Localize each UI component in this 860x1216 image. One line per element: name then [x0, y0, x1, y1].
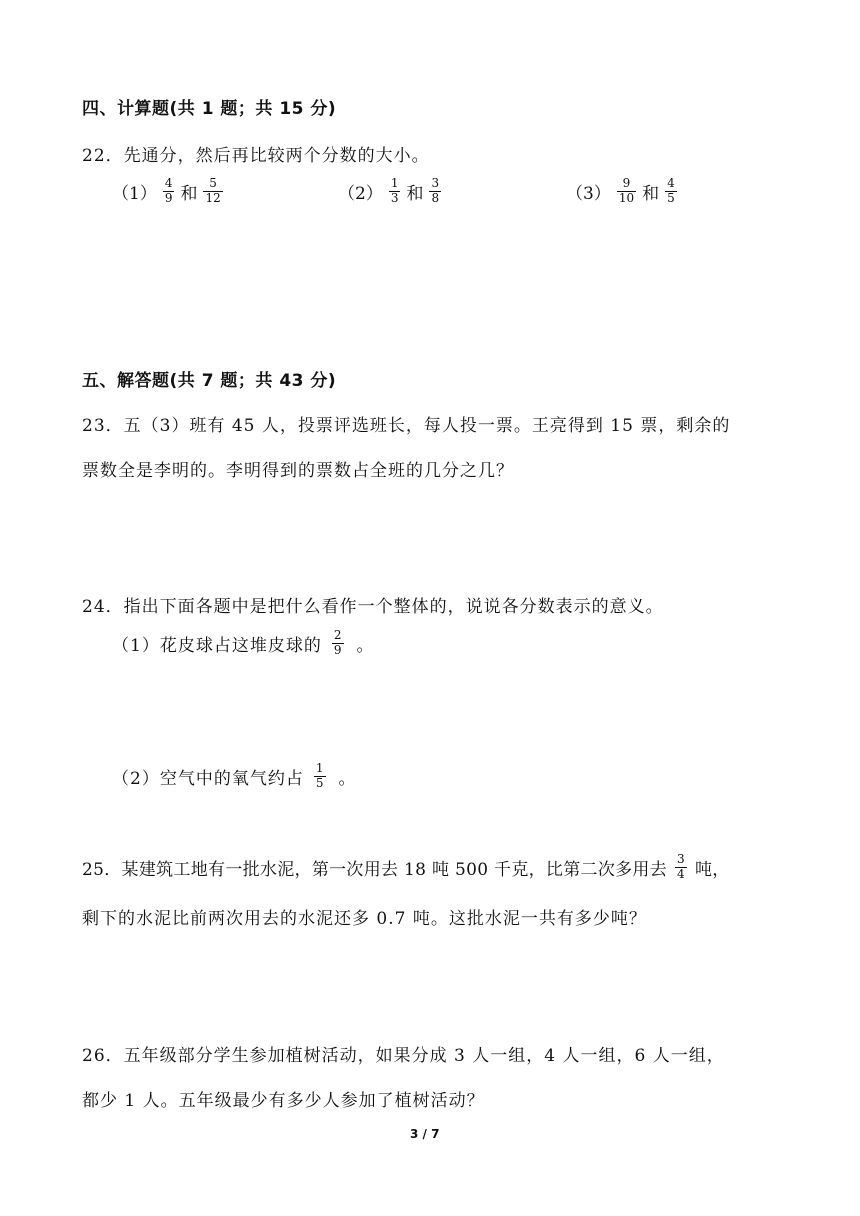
- page-number: 3 / 7: [410, 1127, 440, 1141]
- numerator: 3: [677, 852, 685, 866]
- q25-text: 25．某建筑工地有一批水泥，第一次用去 18 吨 500 千克，比第二次多用去: [82, 859, 668, 880]
- fraction: [429, 177, 441, 206]
- denominator: 3: [390, 190, 399, 205]
- conjunction: 和: [642, 183, 660, 204]
- question-23-line-1: 23．五（3）班有 45 人，投票评选班长，每人投一票。王亮得到 15 票，剩余的: [82, 416, 731, 436]
- conjunction: 和: [406, 183, 424, 204]
- question-22-item-2: [338, 177, 445, 206]
- period: 。: [356, 635, 375, 656]
- section-5-title: 五、解答题(共 7 题；共 43 分): [82, 371, 337, 391]
- question-22-item-3: [566, 177, 681, 206]
- fraction: [665, 177, 677, 206]
- numerator: 2: [333, 628, 343, 642]
- fraction: [617, 177, 636, 206]
- item-label: （3）: [566, 183, 611, 204]
- item-label: （1）: [112, 183, 157, 204]
- period: 。: [338, 768, 357, 789]
- question-24-text: 24．指出下面各题中是把什么看作一个整体的，说说各分数表示的意义。: [82, 597, 664, 617]
- numerator: 4: [164, 176, 173, 190]
- item-label: （2）: [338, 183, 383, 204]
- question-24-sub-1: [112, 629, 374, 658]
- numerator: 1: [390, 176, 399, 190]
- denominator: 9: [333, 642, 343, 657]
- numerator: 1: [315, 761, 325, 775]
- conjunction: 和: [180, 183, 198, 204]
- denominator: 9: [164, 190, 173, 205]
- sub-text: （2）空气中的氧气约占: [112, 768, 304, 789]
- numerator: 5: [209, 176, 217, 190]
- question-25-line-2: 剩下的水泥比前两次用去的水泥还多 0.7 吨。这批水泥一共有多少吨？: [82, 909, 647, 929]
- denominator: 12: [205, 190, 221, 205]
- question-26-line-2: 都少 1 人。五年级最少有多少人参加了植树活动？: [82, 1091, 485, 1111]
- sub-text: （1）花皮球占这堆皮球的: [112, 635, 322, 656]
- numerator: 4: [667, 176, 675, 190]
- q25-unit: 吨，: [694, 859, 730, 880]
- question-25-line-1: [82, 853, 730, 882]
- fraction: [332, 629, 345, 658]
- fraction: [314, 762, 327, 791]
- fraction: [203, 177, 222, 206]
- question-24-sub-2: [112, 762, 356, 791]
- numerator: 9: [622, 176, 631, 190]
- question-23-line-2: 票数全是李明的。李明得到的票数占全班的几分之几？: [82, 461, 514, 481]
- question-22-text: 22．先通分，然后再比较两个分数的大小。: [82, 146, 430, 166]
- denominator: 5: [315, 775, 325, 790]
- denominator: 10: [618, 190, 635, 205]
- denominator: 8: [431, 190, 440, 205]
- fraction: [163, 177, 175, 206]
- numerator: 3: [431, 176, 440, 190]
- denominator: 5: [667, 190, 675, 205]
- denominator: 4: [677, 866, 685, 881]
- fraction: [389, 177, 401, 206]
- section-4-title: 四、计算题(共 1 题；共 15 分): [82, 99, 337, 119]
- question-22-item-1: [112, 177, 227, 206]
- question-26-line-1: 26．五年级部分学生参加植树活动，如果分成 3 人一组，4 人一组，6 人一组，: [82, 1046, 725, 1066]
- fraction: [675, 853, 687, 882]
